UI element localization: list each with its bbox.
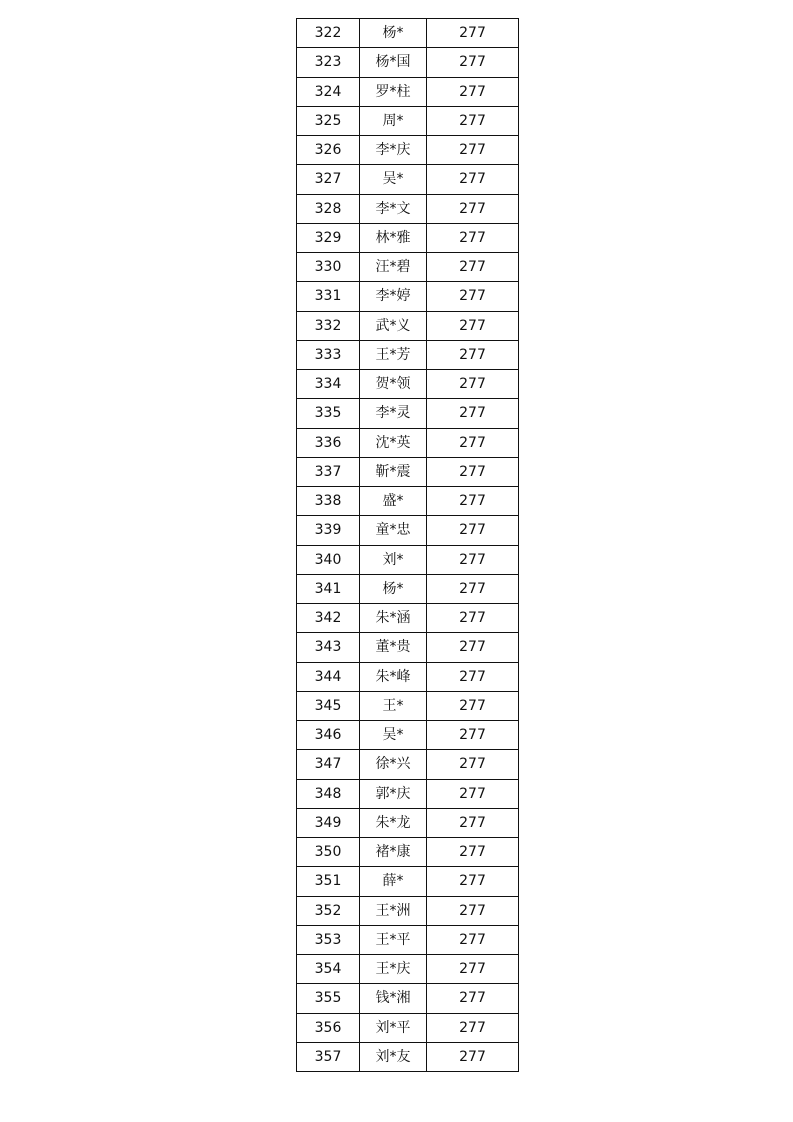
table-row: [297, 838, 519, 867]
table-row: [297, 48, 519, 77]
table-row: [297, 457, 519, 486]
name-cell: 吴*: [360, 721, 427, 750]
rank-cell: 355: [297, 984, 360, 1013]
name-cell: 贺*领: [360, 370, 427, 399]
score-cell: 277: [427, 1013, 519, 1042]
score-cell: 277: [427, 106, 519, 135]
rank-cell: 329: [297, 223, 360, 252]
table-row: [297, 77, 519, 106]
name-cell: 汪*碧: [360, 253, 427, 282]
name-cell: 刘*友: [360, 1042, 427, 1071]
table-row: [297, 721, 519, 750]
rank-cell: 334: [297, 370, 360, 399]
score-cell: 277: [427, 574, 519, 603]
score-cell: 277: [427, 867, 519, 896]
rank-cell: 323: [297, 48, 360, 77]
score-cell: 277: [427, 253, 519, 282]
score-cell: 277: [427, 311, 519, 340]
score-cell: 277: [427, 487, 519, 516]
name-cell: 武*义: [360, 311, 427, 340]
rank-cell: 335: [297, 399, 360, 428]
rank-cell: 339: [297, 516, 360, 545]
name-cell: 王*庆: [360, 955, 427, 984]
name-cell: 罗*柱: [360, 77, 427, 106]
table-row: [297, 253, 519, 282]
score-table: [296, 18, 519, 1072]
score-cell: 277: [427, 662, 519, 691]
score-cell: 277: [427, 457, 519, 486]
table-row: [297, 399, 519, 428]
name-cell: 吴*: [360, 165, 427, 194]
score-cell: 277: [427, 838, 519, 867]
score-cell: 277: [427, 955, 519, 984]
score-cell: 277: [427, 136, 519, 165]
name-cell: 朱*龙: [360, 808, 427, 837]
score-cell: 277: [427, 370, 519, 399]
score-cell: 277: [427, 399, 519, 428]
table-row: [297, 311, 519, 340]
rank-cell: 326: [297, 136, 360, 165]
name-cell: 郭*庆: [360, 779, 427, 808]
score-cell: 277: [427, 925, 519, 954]
rank-cell: 346: [297, 721, 360, 750]
rank-cell: 327: [297, 165, 360, 194]
name-cell: 刘*: [360, 545, 427, 574]
table-row: [297, 194, 519, 223]
table-row: [297, 925, 519, 954]
rank-cell: 341: [297, 574, 360, 603]
rank-cell: 343: [297, 633, 360, 662]
score-cell: 277: [427, 194, 519, 223]
table-row: [297, 545, 519, 574]
score-cell: 277: [427, 223, 519, 252]
table-row: [297, 662, 519, 691]
table-row: [297, 750, 519, 779]
name-cell: 王*平: [360, 925, 427, 954]
table-row: [297, 808, 519, 837]
score-cell: 277: [427, 750, 519, 779]
rank-cell: 351: [297, 867, 360, 896]
score-cell: 277: [427, 340, 519, 369]
name-cell: 朱*峰: [360, 662, 427, 691]
rank-cell: 347: [297, 750, 360, 779]
table-row: [297, 574, 519, 603]
table-row: [297, 896, 519, 925]
name-cell: 李*庆: [360, 136, 427, 165]
table-row: [297, 136, 519, 165]
name-cell: 王*芳: [360, 340, 427, 369]
score-cell: 277: [427, 19, 519, 48]
score-cell: 277: [427, 984, 519, 1013]
name-cell: 徐*兴: [360, 750, 427, 779]
score-cell: 277: [427, 808, 519, 837]
rank-cell: 330: [297, 253, 360, 282]
table-row: [297, 691, 519, 720]
rank-cell: 344: [297, 662, 360, 691]
table-row: [297, 370, 519, 399]
name-cell: 杨*: [360, 19, 427, 48]
table-row: [297, 165, 519, 194]
score-cell: 277: [427, 165, 519, 194]
table-row: [297, 19, 519, 48]
name-cell: 王*洲: [360, 896, 427, 925]
name-cell: 童*忠: [360, 516, 427, 545]
table-row: [297, 223, 519, 252]
name-cell: 靳*震: [360, 457, 427, 486]
name-cell: 周*: [360, 106, 427, 135]
rank-cell: 331: [297, 282, 360, 311]
table-row: [297, 633, 519, 662]
table-row: [297, 340, 519, 369]
score-cell: 277: [427, 691, 519, 720]
rank-cell: 332: [297, 311, 360, 340]
name-cell: 刘*平: [360, 1013, 427, 1042]
name-cell: 沈*英: [360, 428, 427, 457]
rank-cell: 342: [297, 604, 360, 633]
score-table-body: [297, 19, 519, 1072]
name-cell: 薛*: [360, 867, 427, 896]
rank-cell: 357: [297, 1042, 360, 1071]
table-row: [297, 1013, 519, 1042]
name-cell: 李*婷: [360, 282, 427, 311]
table-row: [297, 516, 519, 545]
table-row: [297, 604, 519, 633]
name-cell: 杨*国: [360, 48, 427, 77]
rank-cell: 353: [297, 925, 360, 954]
rank-cell: 340: [297, 545, 360, 574]
score-cell: 277: [427, 779, 519, 808]
rank-cell: 348: [297, 779, 360, 808]
score-cell: 277: [427, 516, 519, 545]
name-cell: 钱*湘: [360, 984, 427, 1013]
score-cell: 277: [427, 77, 519, 106]
name-cell: 褚*康: [360, 838, 427, 867]
rank-cell: 354: [297, 955, 360, 984]
name-cell: 王*: [360, 691, 427, 720]
rank-cell: 328: [297, 194, 360, 223]
score-cell: 277: [427, 545, 519, 574]
rank-cell: 336: [297, 428, 360, 457]
score-cell: 277: [427, 282, 519, 311]
name-cell: 朱*涵: [360, 604, 427, 633]
table-row: [297, 428, 519, 457]
rank-cell: 333: [297, 340, 360, 369]
table-row: [297, 955, 519, 984]
rank-cell: 337: [297, 457, 360, 486]
rank-cell: 324: [297, 77, 360, 106]
table-row: [297, 106, 519, 135]
rank-cell: 350: [297, 838, 360, 867]
table-row: [297, 984, 519, 1013]
score-cell: 277: [427, 48, 519, 77]
score-cell: 277: [427, 896, 519, 925]
name-cell: 李*文: [360, 194, 427, 223]
score-cell: 277: [427, 604, 519, 633]
table-row: [297, 867, 519, 896]
rank-cell: 325: [297, 106, 360, 135]
name-cell: 盛*: [360, 487, 427, 516]
table-row: [297, 779, 519, 808]
score-cell: 277: [427, 633, 519, 662]
table-row: [297, 1042, 519, 1071]
rank-cell: 349: [297, 808, 360, 837]
score-cell: 277: [427, 428, 519, 457]
name-cell: 李*灵: [360, 399, 427, 428]
score-cell: 277: [427, 721, 519, 750]
name-cell: 董*贵: [360, 633, 427, 662]
rank-cell: 352: [297, 896, 360, 925]
table-row: [297, 487, 519, 516]
table-row: [297, 282, 519, 311]
rank-cell: 356: [297, 1013, 360, 1042]
rank-cell: 322: [297, 19, 360, 48]
name-cell: 杨*: [360, 574, 427, 603]
score-cell: 277: [427, 1042, 519, 1071]
rank-cell: 338: [297, 487, 360, 516]
rank-cell: 345: [297, 691, 360, 720]
name-cell: 林*雅: [360, 223, 427, 252]
